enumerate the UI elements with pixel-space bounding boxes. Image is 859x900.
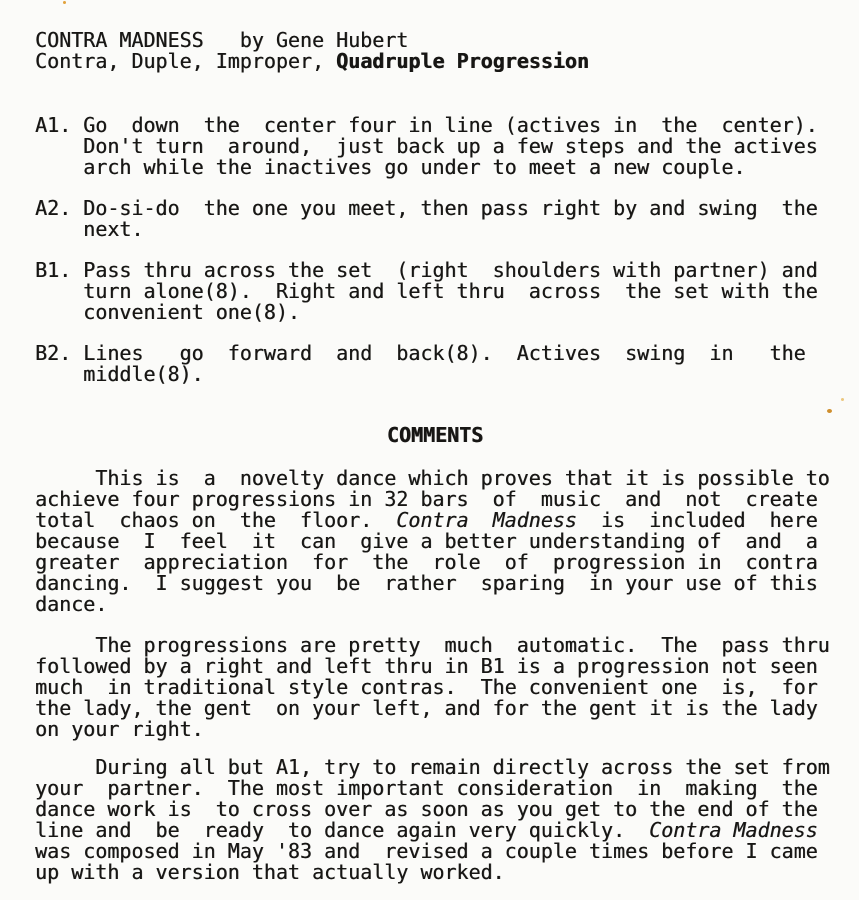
scan-speck: [827, 409, 832, 413]
text-segment: A1. Go down the center four in line (actives in the center).: [35, 113, 818, 137]
text-line: [35, 573, 835, 594]
text-line: [35, 468, 835, 489]
text-line: [35, 281, 835, 302]
text-segment: because I feel it can give a better understanding of and a: [35, 529, 818, 553]
text-segment: the lady, the gent on your left, and for the gent it is the lady: [35, 696, 818, 720]
text-segment: line and be ready to dance again very quickly.: [35, 818, 650, 842]
text-line: [35, 531, 835, 552]
text-line: [35, 841, 835, 862]
text-segment: achieve four progressions in 32 bars of music and not create: [35, 487, 818, 511]
text-line: [35, 656, 835, 677]
text-segment: Don't turn around, just back up a few steps and the actives: [35, 134, 818, 158]
comments-paragraph-2: [35, 635, 835, 740]
comments-paragraph-3: [35, 757, 835, 883]
text-segment: dance.: [35, 592, 108, 616]
document-header: [35, 30, 835, 72]
text-line: [35, 677, 835, 698]
text-line: [35, 198, 835, 219]
text-line: [35, 260, 835, 281]
text-segment: is included here: [576, 508, 818, 532]
document-content: [35, 30, 835, 883]
text-line: [35, 30, 835, 51]
figure-b2: [35, 343, 835, 385]
text-segment: your partner. The most important consideration in making the: [35, 776, 818, 800]
text-segment: total chaos on the floor.: [35, 508, 397, 532]
text-line: [35, 51, 835, 72]
text-line: [35, 635, 835, 656]
figure-a1: [35, 115, 835, 178]
comments-heading: COMMENTS: [386, 423, 484, 447]
text-segment: was composed in May '83 and revised a couple times before I came: [35, 839, 818, 863]
text-line: [35, 698, 835, 719]
text-segment: arch while the inactives go under to meet a new couple.: [35, 155, 746, 179]
text-line: [35, 757, 835, 778]
text-line: [35, 799, 835, 820]
text-segment: turn alone(8). Right and left thru across the set with the: [35, 279, 818, 303]
emphasized-text: Contra Madness: [396, 508, 577, 532]
text-segment: B2. Lines go forward and back(8). Actives swing in the: [35, 341, 806, 365]
text-line: [35, 136, 835, 157]
text-segment: The progressions are pretty much automatic. The pass thru: [35, 633, 830, 657]
text-segment: followed by a right and left thru in B1 is a progression not seen: [35, 654, 818, 678]
figure-a2: [35, 198, 835, 240]
text-segment: much in traditional style contras. The convenient one is, for: [35, 675, 818, 699]
emphasized-text: Quadruple Progression: [336, 49, 589, 73]
text-line: [35, 778, 835, 799]
text-line: [35, 862, 835, 883]
text-line: [35, 302, 835, 323]
text-segment: dance work is to cross over as soon as you get to the end of the: [35, 797, 818, 821]
text-segment: During all but A1, try to remain directly across the set from: [35, 755, 830, 779]
text-segment: convenient one(8).: [35, 300, 300, 324]
text-segment: A2. Do-si-do the one you meet, then pass right by and swing the: [35, 196, 818, 220]
text-line: [35, 157, 835, 178]
text-line: [35, 552, 835, 573]
comments-paragraph-1: [35, 468, 835, 615]
scan-speck: [63, 1, 66, 4]
text-segment: dancing. I suggest you be rather sparing in your use of this: [35, 571, 818, 595]
text-segment: next.: [35, 217, 144, 241]
emphasized-text: Contra Madness: [649, 818, 818, 842]
scan-speck: [841, 398, 844, 401]
text-line: [35, 594, 835, 615]
text-line: [35, 489, 835, 510]
text-line: [35, 115, 835, 136]
text-segment: Contra, Duple, Improper,: [35, 49, 337, 73]
text-segment: on your right.: [35, 717, 204, 741]
text-segment: up with a version that actually worked.: [35, 860, 505, 884]
text-segment: greater appreciation for the role of progression in contra: [35, 550, 818, 574]
text-segment: This is a novelty dance which proves that it is possible to: [35, 466, 830, 490]
text-segment: B1. Pass thru across the set (right shoulders with partner) and: [35, 258, 818, 282]
text-line: [35, 219, 835, 240]
text-line: [35, 820, 835, 841]
text-segment: CONTRA MADNESS by Gene Hubert: [35, 28, 409, 52]
text-segment: middle(8).: [35, 362, 204, 386]
text-line: [35, 719, 835, 740]
text-line: [35, 510, 835, 531]
figure-b1: [35, 260, 835, 323]
text-line: [35, 364, 835, 385]
text-line: [35, 343, 835, 364]
